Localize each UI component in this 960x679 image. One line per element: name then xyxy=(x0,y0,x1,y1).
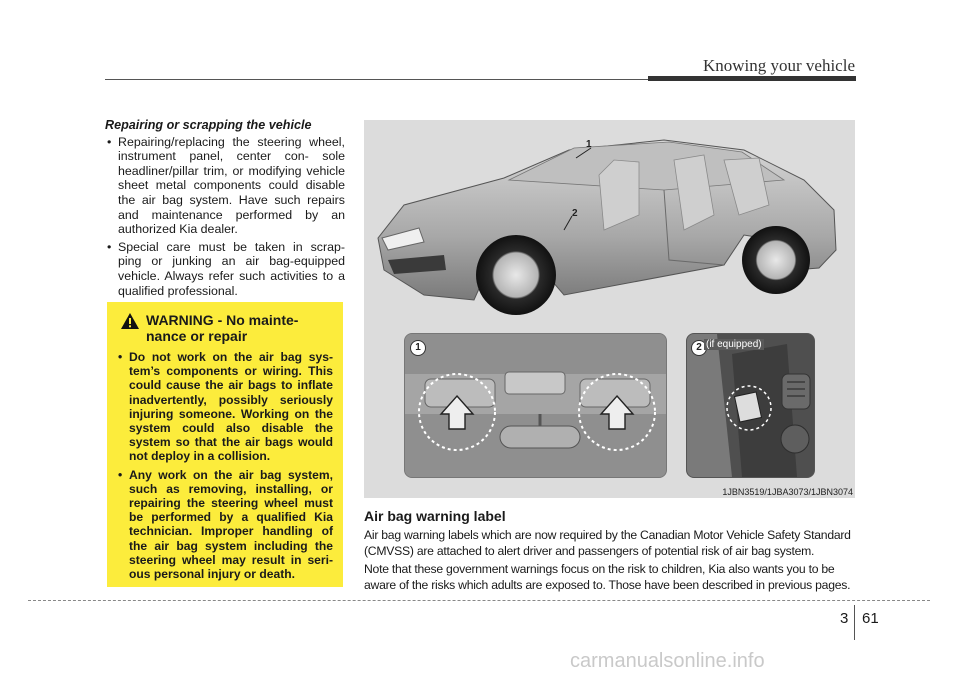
warning-list xyxy=(116,350,333,581)
airbag-paragraph-2: Note that these government warnings focus on the risk to children, Kia also wants you to be aware of the risks which adults are exposed to. Those have been described in previous pages. xyxy=(364,562,851,592)
warning-title-text: WARNING xyxy=(146,312,214,328)
bullet-dot: • xyxy=(107,134,112,149)
callout-1: 1 xyxy=(586,139,592,150)
airbag-label-heading: Air bag warning label xyxy=(364,508,506,524)
chapter-number: 3 xyxy=(840,610,849,627)
warning-box xyxy=(107,302,343,587)
warning-title xyxy=(146,312,298,344)
bullet-dot: • xyxy=(118,467,123,482)
if-equipped-label: (if equipped) xyxy=(706,339,762,350)
list-item xyxy=(116,468,333,582)
headliner-illustration xyxy=(405,334,666,477)
page-divider xyxy=(854,605,855,640)
inset-headliner xyxy=(404,333,667,478)
inset2-badge: 2 xyxy=(691,340,707,356)
list-item xyxy=(116,350,333,464)
warning-text: Do not work on the air bag sys- tem’s components or wiring. This could cause the air bags to inflate inadvertently, possibly seriously injuring someone. Working on the system could also disable the system so that the air bags would not deploy in a collision. xyxy=(129,350,333,464)
warning-triangle-icon xyxy=(120,312,140,330)
bullet-dot: • xyxy=(107,239,112,254)
warning-text: Any work on the air bag system, such as removing, installing, or repairing the steering wheel must be performed by a qualified Kia technician. Improper handling of the air bag system including the steering wheel may result in seri- ous personal injury or death. xyxy=(129,467,333,582)
callout-2: 2 xyxy=(572,208,578,219)
warning-header xyxy=(120,312,333,344)
warning-subtitle-2: nance or repair xyxy=(146,328,248,344)
bullet-text: Special care must be taken in scrap- ping or junking an air bag-equipped vehicle. Always refer such activities to a qualified professional. xyxy=(118,239,345,298)
list-item xyxy=(105,240,345,298)
airbag-paragraph-1: Air bag warning labels which are now required by the Canadian Motor Vehicle Safety Standard (CMVSS) are attached to alert driver and passengers of potential risk of air bag system. xyxy=(364,528,851,558)
header-rule xyxy=(105,79,650,80)
bullet-text: Repairing/replacing the steering wheel, instrument panel, center con- sole headliner/pillar trim, or modifying vehicle sheet metal components could disable the air bag system. Have such repairs and maintenance performed by an authorized Kia dealer. xyxy=(118,134,345,237)
list-item xyxy=(105,135,345,237)
header-rule-accent xyxy=(648,76,856,81)
figure-code: 1JBN3519/1JBA3073/1JBN3074 xyxy=(722,487,853,497)
section-title: Knowing your vehicle xyxy=(702,56,855,75)
subheading: Repairing or scrapping the vehicle xyxy=(105,118,312,132)
page-number: 61 xyxy=(862,610,879,627)
inset1-badge: 1 xyxy=(410,340,426,356)
left-column xyxy=(105,118,345,301)
pillar-illustration xyxy=(687,334,814,477)
inset-pillar xyxy=(686,333,815,478)
warning-subtitle-1: - No mainte- xyxy=(217,312,299,328)
bullet-list xyxy=(105,135,345,299)
watermark: carmanualsonline.info xyxy=(570,650,765,672)
bullet-dot: • xyxy=(118,350,123,364)
footer-rule xyxy=(28,600,930,601)
